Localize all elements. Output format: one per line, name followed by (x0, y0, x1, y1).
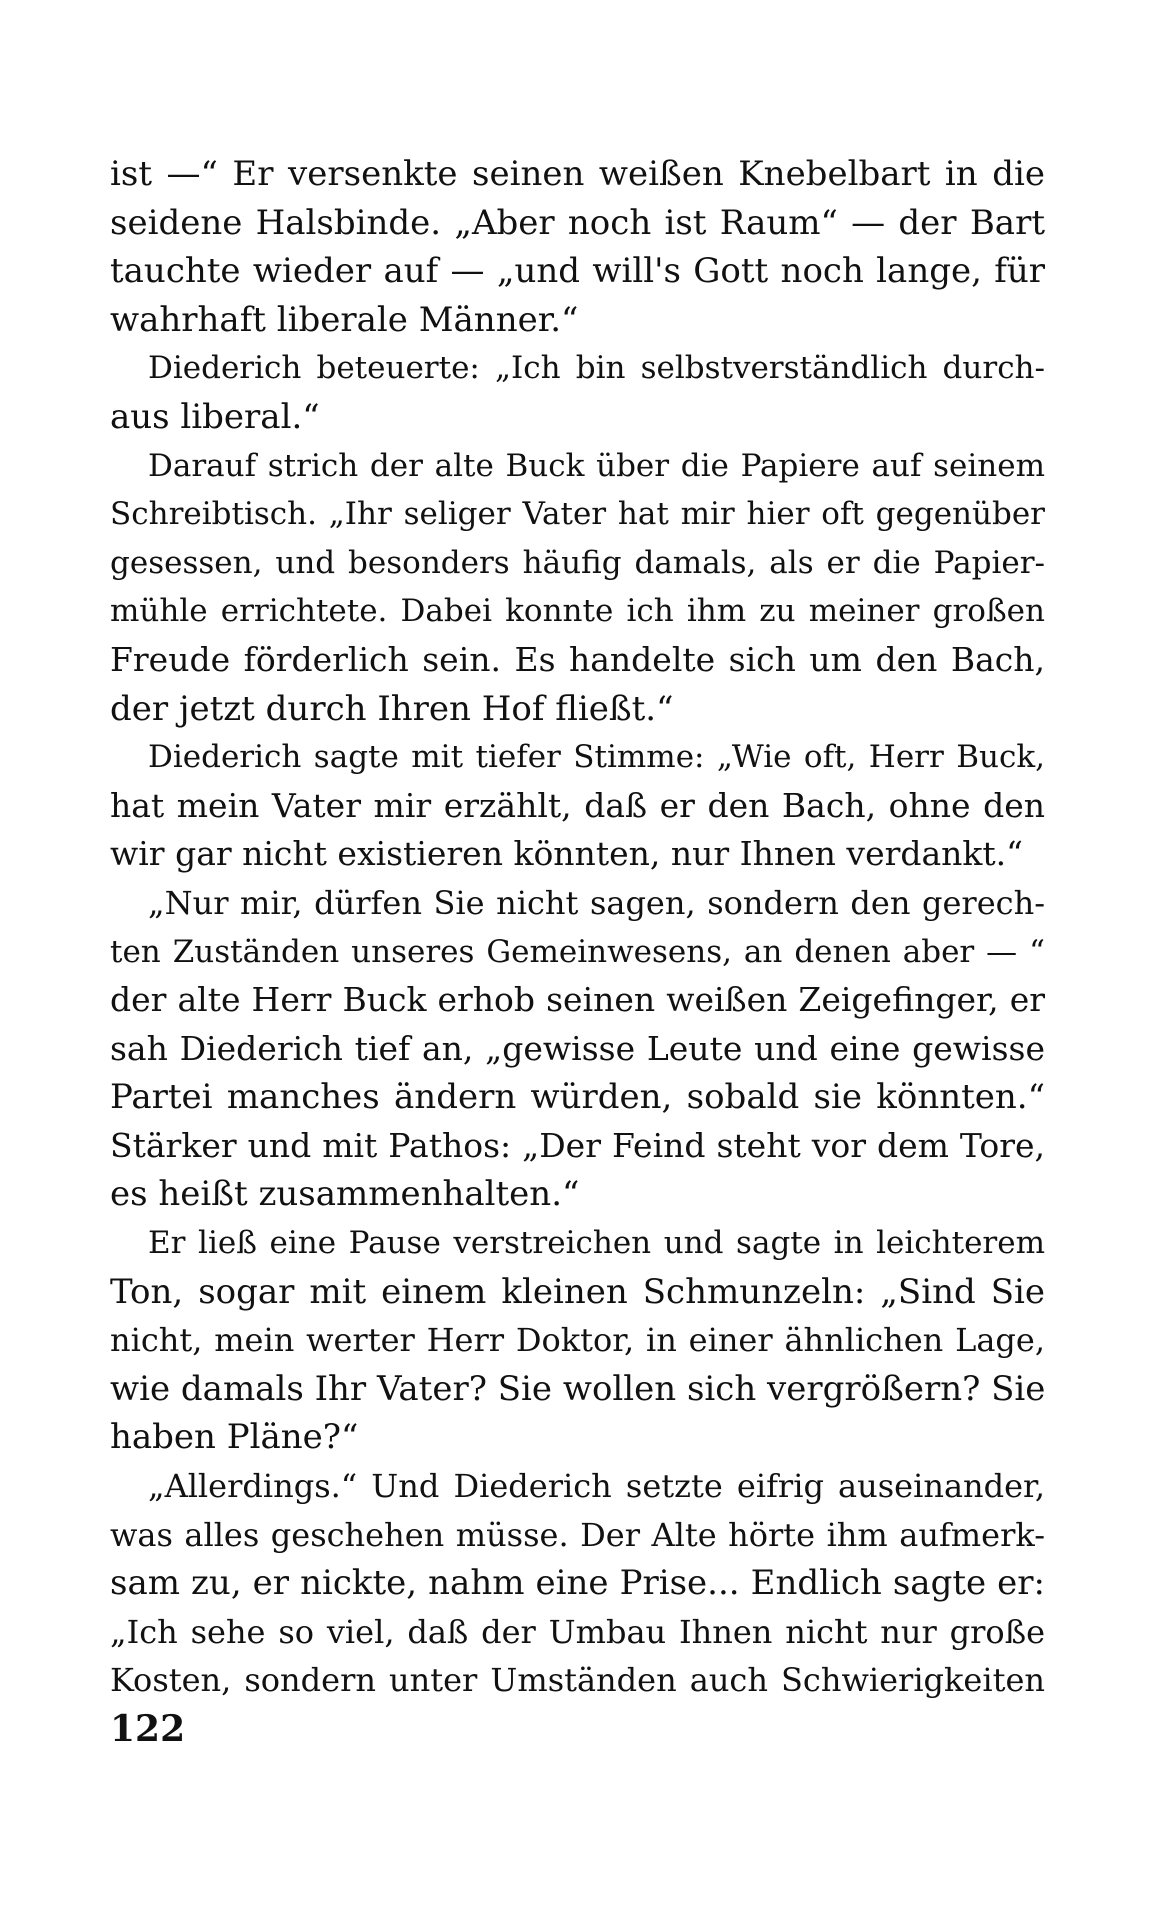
body-text (110, 150, 1045, 1705)
text-line: Diederich sagte mit tiefer Stimme: „Wie oft, Herr Buck, (148, 739, 1045, 776)
text-line: Freude förderlich sein. Es handelte sich um den Bach, (110, 639, 1045, 679)
text-line: der jetzt durch Ihren Hof fließt.“ (110, 688, 674, 729)
text-line: Ton, sogar mit einem kleinen Schmunzeln: „Sind Sie (110, 1271, 1045, 1312)
text-line: gesessen, und besonders häufig damals, als er die Papier- (110, 544, 1045, 581)
text-line: wir gar nicht existieren könnten, nur Ihnen verdankt.“ (110, 834, 1024, 874)
text-line: haben Pläne?“ (110, 1417, 359, 1458)
text-line: sam zu, er nickte, nahm eine Prise... Endlich sagte er: (110, 1563, 1045, 1604)
text-line: hat mein Vater mir erzählt, daß er den Bach, ohne den (110, 785, 1045, 825)
text-line: Diederich beteuerte: „Ich bin selbstverständlich durch- (148, 350, 1045, 387)
text-line: ten Zuständen unseres Gemeinwesens, an denen aber — “ (110, 933, 1045, 970)
text-line: der alte Herr Buck erhob seinen weißen Zeigefinger, er (110, 980, 1045, 1020)
text-line: aus liberal.“ (110, 396, 320, 437)
text-line: „Allerdings.“ Und Diederich setzte eifrig auseinander, (148, 1467, 1045, 1506)
page-number: 122 (110, 1708, 186, 1750)
text-line: seidene Halsbinde. „Aber noch ist Raum“ — der Bart (110, 202, 1045, 243)
text-line: Darauf strich der alte Buck über die Papiere auf seinem (148, 447, 1045, 484)
text-line: tauchte wieder auf — „und will's Gott noch lange, für (110, 251, 1045, 292)
text-line: „Ich sehe so viel, daß der Umbau Ihnen nicht nur große (110, 1612, 1045, 1651)
text-line: Er ließ eine Pause verstreichen und sagte in leichterem (148, 1225, 1045, 1262)
text-line: nicht, mein werter Herr Doktor, in einer ähnlichen Lage, (110, 1321, 1045, 1360)
text-line: Stärker und mit Pathos: „Der Feind steht vor dem Tore, (110, 1125, 1045, 1165)
text-line: Partei manches ändern würden, sobald sie könnten.“ (110, 1077, 1045, 1118)
text-line: mühle errichtete. Dabei konnte ich ihm zu meiner großen (110, 593, 1045, 630)
text-line: es heißt zusammenhalten.“ (110, 1174, 580, 1215)
text-line: Schreibtisch. „Ihr seliger Vater hat mir hier oft gegenüber (110, 496, 1045, 533)
text-line: „Nur mir, dürfen Sie nicht sagen, sondern den gerech- (148, 883, 1045, 922)
text-line: ist —“ Er versenkte seinen weißen Knebelbart in die (110, 154, 1045, 194)
text-line: Kosten, sondern unter Umständen auch Schwierigkeiten (110, 1661, 1045, 1700)
text-line: wahrhaft liberale Männer.“ (110, 299, 579, 340)
text-line: was alles geschehen müsse. Der Alte hörte ihm aufmerk- (110, 1515, 1045, 1554)
text-line: sah Diederich tief an, „gewisse Leute und eine gewisse (110, 1028, 1045, 1068)
text-line: wie damals Ihr Vater? Sie wollen sich vergrößern? Sie (110, 1368, 1045, 1409)
